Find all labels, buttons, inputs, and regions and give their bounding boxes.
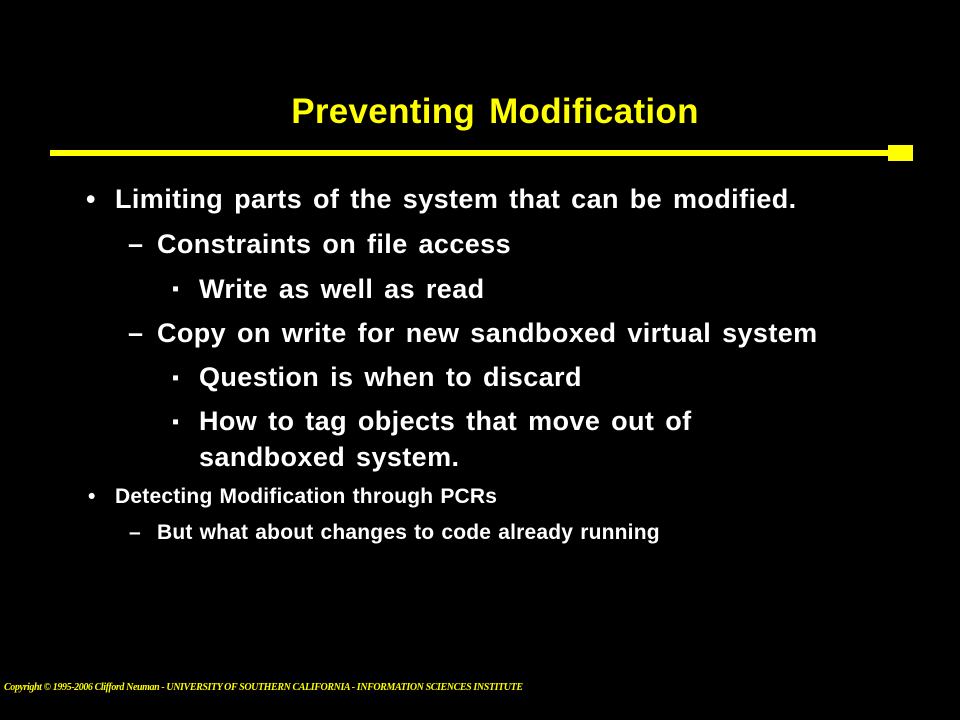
title-underline-rule — [50, 150, 893, 156]
square-marker: ▪ — [172, 367, 180, 389]
bullet-1-sub-1-item-1-text: Write as well as read — [199, 274, 485, 304]
bullet-1-text: Limiting parts of the system that can be modified. — [115, 184, 797, 214]
bullet-1-sub-2-item-2-text: How to tag objects that move out of — [199, 406, 692, 436]
bullet-1-sub-2-item-1-text: Question is when to discard — [199, 362, 582, 392]
copyright-footer: Copyright © 1995-2006 Clifford Neuman - UNIVERSITY OF SOUTHERN CALIFORNIA - INFORMATION SCIENCES INSTITUTE — [4, 682, 523, 693]
dash-marker: – — [129, 521, 141, 544]
bullet-1-sub-2-item-2-continuation: sandboxed system. — [199, 442, 460, 472]
bullet-marker: • — [88, 485, 96, 508]
square-marker: ▪ — [172, 278, 180, 300]
title-underline-rule-end — [888, 145, 913, 161]
slide-title: Preventing Modification — [291, 92, 699, 131]
dash-marker: – — [128, 229, 144, 259]
bullet-1-sub-1-text: Constraints on file access — [157, 229, 512, 259]
bullet-2-text: Detecting Modification through PCRs — [115, 485, 498, 508]
bullet-1-sub-2-text: Copy on write for new sandboxed virtual system — [157, 318, 818, 348]
bullet-2-sub-1-text: But what about changes to code already running — [157, 521, 660, 544]
bullet-marker: • — [86, 184, 96, 214]
dash-marker: – — [128, 318, 144, 348]
square-marker: ▪ — [172, 411, 180, 433]
